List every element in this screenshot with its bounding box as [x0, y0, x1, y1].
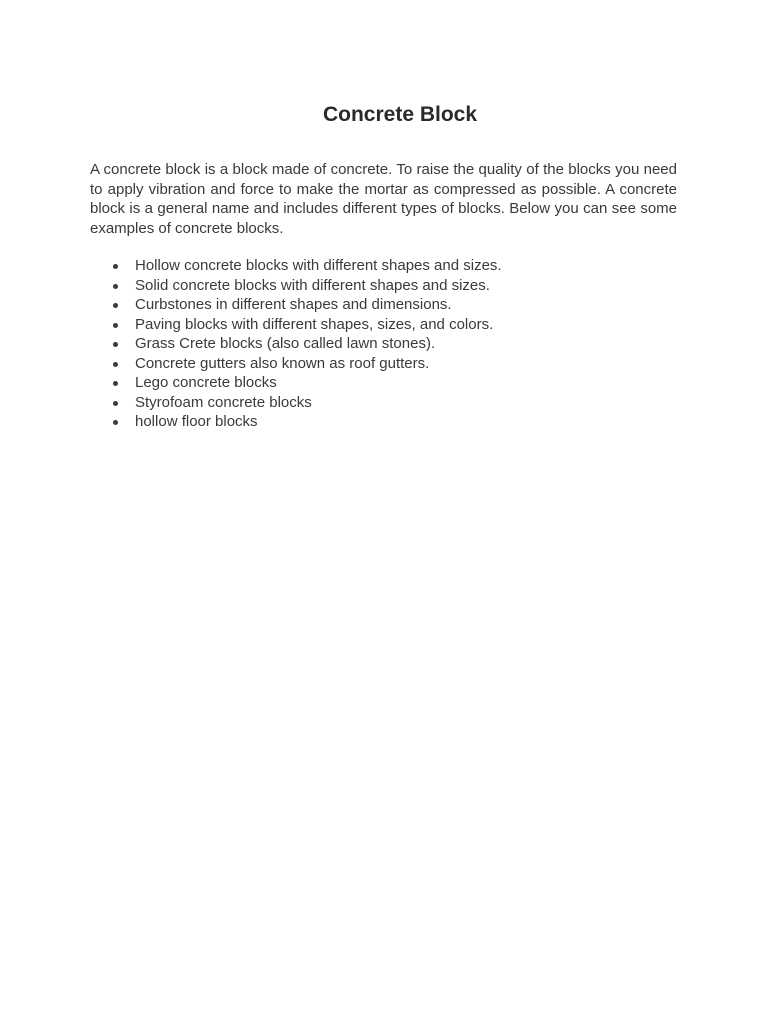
- list-item: [90, 354, 677, 374]
- bullet-icon: [113, 284, 118, 289]
- list-item: [90, 276, 677, 296]
- page-title: Concrete Block: [322, 103, 478, 126]
- list-item-text: Hollow concrete blocks with different shapes and sizes.: [135, 257, 502, 274]
- list-item: [90, 256, 677, 276]
- intro-paragraph: A concrete block is a block made of concrete. To raise the quality of the blocks you need to apply vibration and force to make the mortar as compressed as possible. A concrete block is a general name and includes different types of blocks. Below you can see some examples of concrete blocks.: [90, 161, 677, 237]
- bullet-icon: [113, 323, 118, 328]
- list-item-text: Concrete gutters also known as roof gutters.: [135, 354, 430, 372]
- bullet-icon: [113, 342, 118, 347]
- list-item: [90, 315, 677, 335]
- list-item: [90, 393, 677, 413]
- list-item-text: Curbstones in different shapes and dimensions.: [135, 296, 452, 313]
- bullet-icon: [113, 362, 118, 367]
- bullet-icon: [113, 420, 118, 425]
- list-item-text: hollow floor blocks: [135, 413, 258, 430]
- bullet-icon: [113, 264, 118, 269]
- list-item-text: Styrofoam concrete blocks: [135, 393, 312, 411]
- list-item: [90, 334, 677, 354]
- list-item-text: Grass Crete blocks (also called lawn stones).: [135, 335, 436, 352]
- block-types-list: [90, 256, 677, 432]
- bullet-icon: [113, 401, 118, 406]
- list-item-text: Lego concrete blocks: [135, 374, 277, 391]
- list-item: [90, 412, 677, 432]
- list-item-text: Paving blocks with different shapes, sizes, and colors.: [135, 315, 494, 333]
- list-item: [90, 373, 677, 393]
- list-item-text: Solid concrete blocks with different shapes and sizes.: [135, 276, 490, 294]
- list-item: [90, 295, 677, 315]
- bullet-icon: [113, 303, 118, 308]
- bullet-icon: [113, 381, 118, 386]
